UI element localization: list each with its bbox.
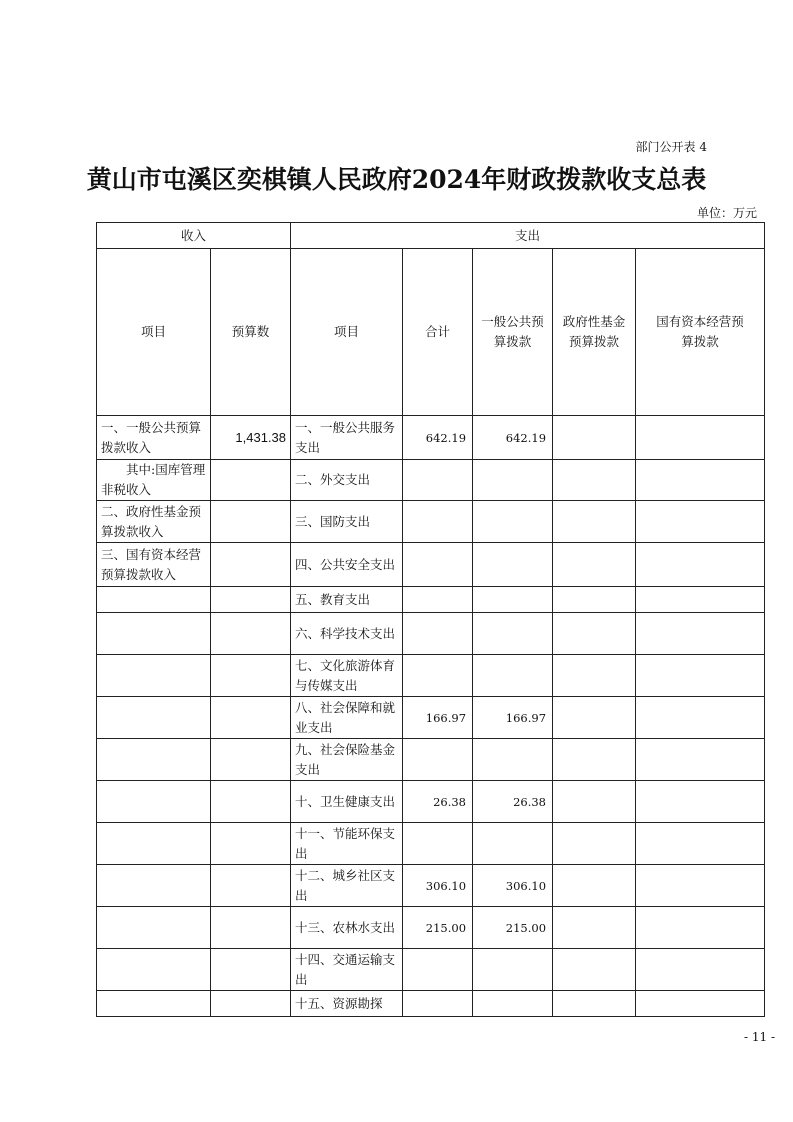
state-cell <box>636 501 765 543</box>
table-row <box>97 697 765 739</box>
page-title: 黄山市屯溪区奕棋镇人民政府2024年财政拨款收支总表 <box>86 165 707 194</box>
table-row <box>97 823 765 865</box>
income-item-cell <box>97 697 211 739</box>
income-item-cell: 二、政府性基金预算拨款收入 <box>97 501 211 543</box>
expense-item-cell: 四、公共安全支出 <box>291 543 403 587</box>
general-cell <box>473 460 553 501</box>
expense-item-cell: 三、国防支出 <box>291 501 403 543</box>
state-cell <box>636 543 765 587</box>
state-cell <box>636 823 765 865</box>
expense-item-cell: 二、外交支出 <box>291 460 403 501</box>
general-cell <box>473 991 553 1017</box>
state-cell <box>636 416 765 460</box>
general-cell: 215.00 <box>473 907 553 949</box>
general-cell <box>473 655 553 697</box>
general-cell <box>473 501 553 543</box>
expense-item-cell: 十四、交通运输支出 <box>291 949 403 991</box>
fund-cell <box>553 865 636 907</box>
total-cell <box>403 587 473 613</box>
budget-cell <box>211 739 291 781</box>
budget-cell <box>211 501 291 543</box>
state-cell <box>636 460 765 501</box>
table-row <box>97 781 765 823</box>
state-cell <box>636 739 765 781</box>
general-cell: 642.19 <box>473 416 553 460</box>
expense-item-cell: 九、社会保险基金支出 <box>291 739 403 781</box>
fund-cell <box>553 613 636 655</box>
income-item-cell <box>97 781 211 823</box>
table-row <box>97 907 765 949</box>
fund-cell <box>553 949 636 991</box>
expense-item-cell: 十、卫生健康支出 <box>291 781 403 823</box>
col-state: 国有资本经营预算拨款 <box>636 249 765 416</box>
page-number: - 11 - <box>743 1030 775 1044</box>
expense-item-cell: 七、文化旅游体育与传媒支出 <box>291 655 403 697</box>
col-fund: 政府性基金预算拨款 <box>553 249 636 416</box>
income-item-cell <box>97 613 211 655</box>
expense-item-cell: 十三、农林水支出 <box>291 907 403 949</box>
total-cell: 26.38 <box>403 781 473 823</box>
total-cell <box>403 991 473 1017</box>
income-item-cell <box>97 739 211 781</box>
general-cell: 26.38 <box>473 781 553 823</box>
budget-cell <box>211 697 291 739</box>
fund-cell <box>553 655 636 697</box>
expense-item-cell: 十一、节能环保支出 <box>291 823 403 865</box>
expense-item-cell: 十五、资源勘探 <box>291 991 403 1017</box>
fund-cell <box>553 991 636 1017</box>
budget-cell <box>211 781 291 823</box>
fund-cell <box>553 501 636 543</box>
income-header: 收入 <box>97 223 291 249</box>
total-cell <box>403 739 473 781</box>
income-item-cell: 一、一般公共预算拨款收入 <box>97 416 211 460</box>
total-cell <box>403 460 473 501</box>
total-cell <box>403 949 473 991</box>
total-cell <box>403 613 473 655</box>
budget-cell <box>211 543 291 587</box>
budget-cell <box>211 907 291 949</box>
state-cell <box>636 907 765 949</box>
budget-cell <box>211 991 291 1017</box>
state-cell <box>636 587 765 613</box>
table-row <box>97 543 765 587</box>
budget-cell <box>211 949 291 991</box>
income-item-cell <box>97 655 211 697</box>
col-general: 一般公共预算拨款 <box>473 249 553 416</box>
budget-cell <box>211 655 291 697</box>
state-cell <box>636 697 765 739</box>
total-cell <box>403 501 473 543</box>
total-cell: 642.19 <box>403 416 473 460</box>
table-row <box>97 655 765 697</box>
table-row <box>97 991 765 1017</box>
fund-cell <box>553 781 636 823</box>
col-item-expense: 项目 <box>291 249 403 416</box>
income-item-cell: 三、国有资本经营预算拨款收入 <box>97 543 211 587</box>
state-cell <box>636 655 765 697</box>
budget-cell: 1,431.38 <box>211 416 291 460</box>
fund-cell <box>553 416 636 460</box>
state-cell <box>636 991 765 1017</box>
general-cell <box>473 543 553 587</box>
fund-cell <box>553 587 636 613</box>
general-cell <box>473 739 553 781</box>
total-cell <box>403 823 473 865</box>
table-row <box>97 460 765 501</box>
fund-cell <box>553 823 636 865</box>
fund-cell <box>553 543 636 587</box>
table-row <box>97 613 765 655</box>
general-cell <box>473 823 553 865</box>
income-item-cell <box>97 907 211 949</box>
table-row <box>97 416 765 460</box>
fund-cell <box>553 739 636 781</box>
total-cell: 215.00 <box>403 907 473 949</box>
table-body <box>97 416 765 1017</box>
state-cell <box>636 613 765 655</box>
budget-cell <box>211 865 291 907</box>
budget-table <box>96 222 765 1017</box>
income-item-cell: 其中:国库管理非税收入 <box>97 460 211 501</box>
expense-item-cell: 一、一般公共服务支出 <box>291 416 403 460</box>
income-item-cell <box>97 865 211 907</box>
income-item-cell <box>97 587 211 613</box>
table-row <box>97 739 765 781</box>
col-budget: 预算数 <box>211 249 291 416</box>
unit-label: 单位：万元 <box>696 206 757 220</box>
col-item-income: 项目 <box>97 249 211 416</box>
expense-item-cell: 八、社会保障和就业支出 <box>291 697 403 739</box>
state-cell <box>636 949 765 991</box>
expense-item-cell: 五、教育支出 <box>291 587 403 613</box>
total-cell <box>403 655 473 697</box>
table-row <box>97 587 765 613</box>
total-cell <box>403 543 473 587</box>
budget-cell <box>211 587 291 613</box>
expense-item-cell: 六、科学技术支出 <box>291 613 403 655</box>
budget-cell <box>211 460 291 501</box>
state-cell <box>636 865 765 907</box>
income-item-cell <box>97 823 211 865</box>
fund-cell <box>553 460 636 501</box>
fund-cell <box>553 697 636 739</box>
budget-cell <box>211 823 291 865</box>
general-cell: 306.10 <box>473 865 553 907</box>
state-cell <box>636 781 765 823</box>
income-item-cell <box>97 949 211 991</box>
general-cell <box>473 613 553 655</box>
table-row <box>97 865 765 907</box>
budget-cell <box>211 613 291 655</box>
general-cell <box>473 949 553 991</box>
expense-header: 支出 <box>291 223 765 249</box>
general-cell: 166.97 <box>473 697 553 739</box>
fund-cell <box>553 907 636 949</box>
total-cell: 306.10 <box>403 865 473 907</box>
expense-item-cell: 十二、城乡社区支出 <box>291 865 403 907</box>
total-cell: 166.97 <box>403 697 473 739</box>
form-tag: 部门公开表 4 <box>635 140 707 154</box>
table-row <box>97 501 765 543</box>
col-total: 合计 <box>403 249 473 416</box>
table-row <box>97 949 765 991</box>
general-cell <box>473 587 553 613</box>
income-item-cell <box>97 991 211 1017</box>
